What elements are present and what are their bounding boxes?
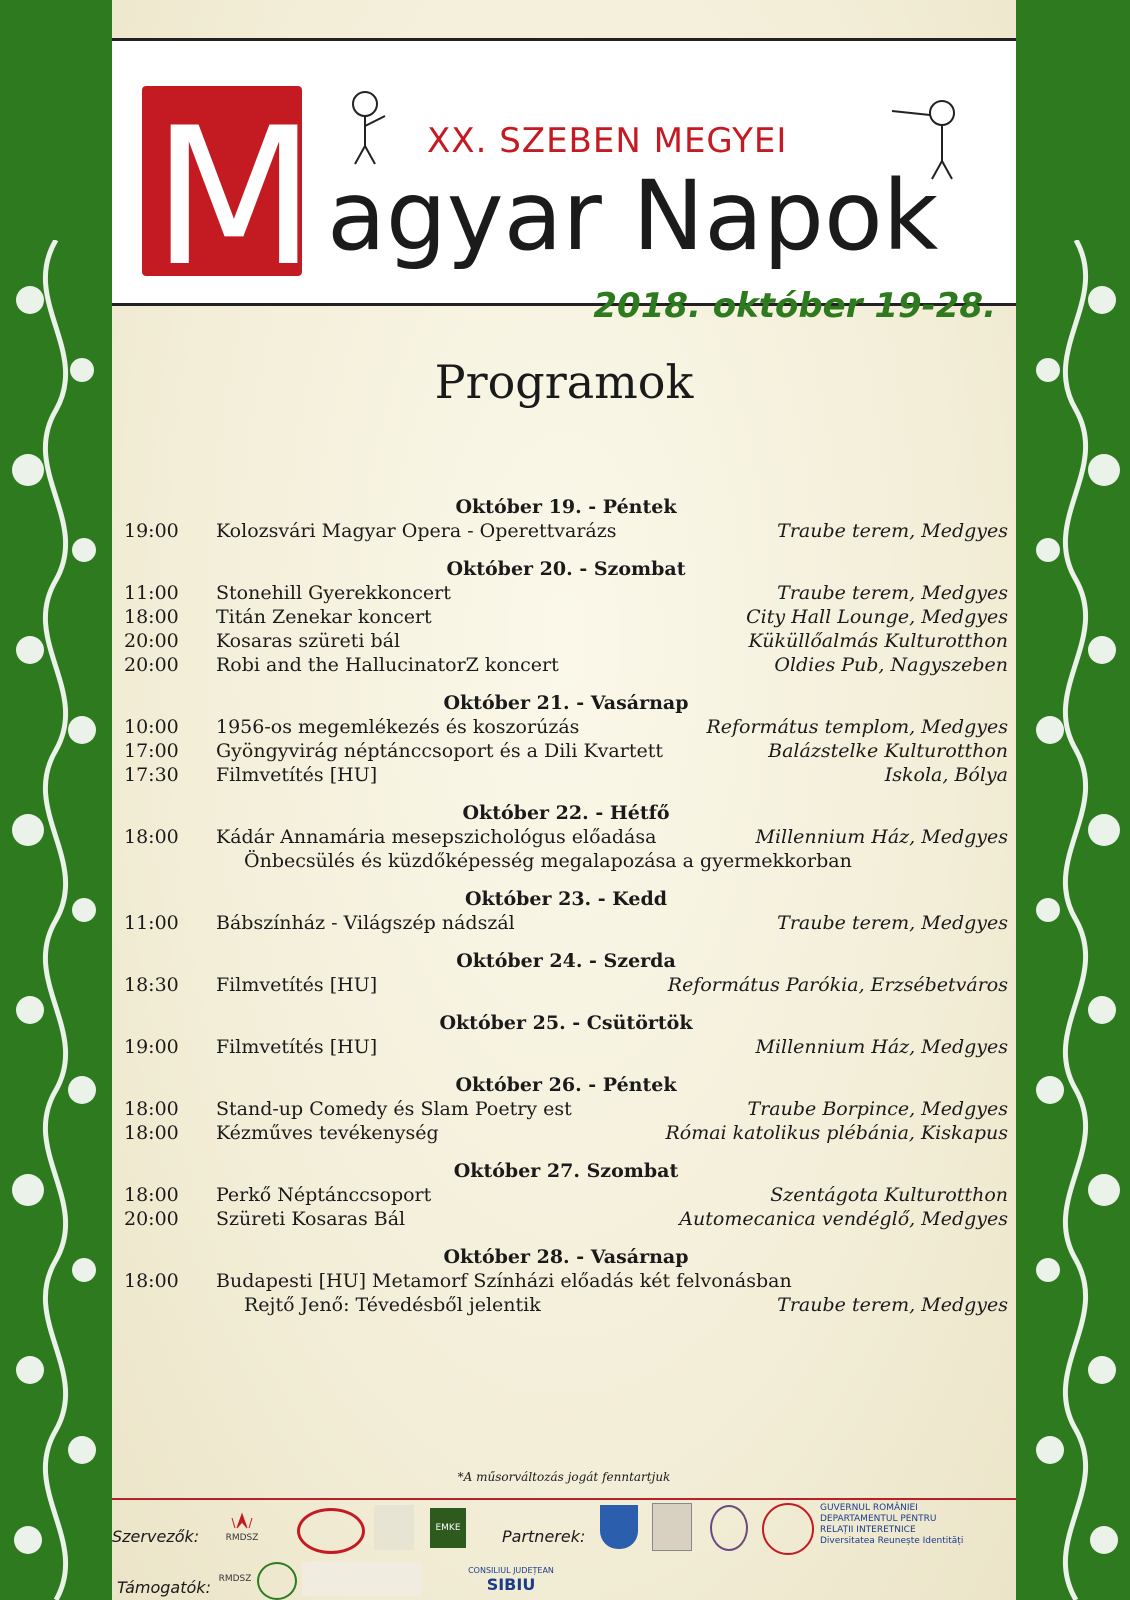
organizers-label: Szervezők: — [112, 1527, 200, 1546]
day-section — [124, 949, 1008, 997]
event-row — [124, 849, 1008, 873]
event-time: 20:00 — [124, 1208, 179, 1230]
event-time: 11:00 — [124, 912, 179, 934]
supporters-label: Támogatók: — [117, 1578, 211, 1597]
day-section — [124, 691, 1008, 787]
event-row — [124, 1035, 1008, 1059]
event-name: Stonehill Gyerekkoncert — [216, 582, 451, 604]
event-venue: Traube terem, Medgyes — [777, 582, 1008, 604]
event-subtitle: XX. SZEBEN MEGYEI — [427, 121, 788, 161]
event-name: Kosaras szüreti bál — [216, 630, 401, 652]
event-venue: Traube Borpince, Medgyes — [747, 1098, 1008, 1120]
event-name: Szüreti Kosaras Bál — [216, 1208, 406, 1230]
sibiu-county-logo — [457, 1562, 565, 1598]
day-heading: Október 21. - Vasárnap — [443, 692, 689, 714]
event-name: Filmvetítés [HU] — [216, 764, 378, 786]
floral-ornament-icon — [1018, 240, 1130, 1600]
event-time: 18:00 — [124, 826, 179, 848]
event-venue: Iskola, Bólya — [884, 764, 1008, 786]
event-name: Titán Zenekar koncert — [216, 606, 432, 628]
floral-ornament-icon — [0, 240, 112, 1600]
day-section — [124, 1159, 1008, 1231]
sibiu-logo-text: SIBIU — [486, 1575, 536, 1594]
event-time: 20:00 — [124, 654, 179, 676]
day-section — [124, 1073, 1008, 1145]
event-time: 18:00 — [124, 606, 179, 628]
event-venue: Küküllőalmás Kulturotthon — [748, 630, 1008, 652]
event-venue: Balázstelke Kulturotthon — [768, 740, 1008, 762]
event-time: 18:30 — [124, 974, 179, 996]
poster-header — [112, 38, 1016, 326]
event-venue: Traube terem, Medgyes — [777, 1294, 1008, 1316]
event-time: 11:00 — [124, 582, 179, 604]
day-heading: Október 24. - Szerda — [456, 950, 676, 972]
event-row — [124, 825, 1008, 849]
hungarian-government-logo — [302, 1562, 422, 1596]
event-venue: Római katolikus plébánia, Kiskapus — [665, 1122, 1008, 1144]
event-row — [124, 739, 1008, 763]
event-name: Rejtő Jenő: Tévedésből jelentik — [244, 1294, 541, 1316]
partner-crest-1-logo — [600, 1505, 638, 1549]
event-row — [124, 1269, 1008, 1293]
day-heading: Október 19. - Péntek — [455, 496, 677, 518]
event-row — [124, 973, 1008, 997]
event-venue: Oldies Pub, Nagyszeben — [774, 654, 1008, 676]
day-section — [124, 557, 1008, 677]
event-name: Gyöngyvirág néptánccsoport és a Dili Kvartett — [216, 740, 663, 762]
day-heading: Október 27. Szombat — [453, 1160, 679, 1182]
partner-seal-logo — [710, 1505, 748, 1551]
page-title: Programok — [434, 355, 694, 409]
rmdsz-small-logo — [217, 1562, 253, 1596]
dri-line-4: Diversitatea Reunește Identități — [820, 1536, 964, 1546]
partners-label: Partnerek: — [502, 1527, 586, 1546]
event-row — [124, 581, 1008, 605]
event-row — [124, 1293, 1008, 1317]
event-row — [124, 1121, 1008, 1145]
event-venue: Millennium Ház, Medgyes — [755, 826, 1008, 848]
poster-paper — [112, 0, 1016, 1600]
event-name: Kádár Annamária mesepszichológus előadása — [216, 826, 657, 848]
event-time: 20:00 — [124, 630, 179, 652]
event-row — [124, 519, 1008, 543]
emke-logo: EMKE — [430, 1508, 466, 1548]
event-name: Kézműves tevékenység — [216, 1122, 439, 1144]
sibiu-consiliul-text: CONSILIUL JUDEȚEAN — [468, 1566, 554, 1575]
event-row — [124, 763, 1008, 787]
day-heading: Október 23. - Kedd — [464, 888, 668, 910]
right-folk-border — [1018, 0, 1130, 1600]
dri-logo — [820, 1503, 970, 1553]
event-row — [124, 1097, 1008, 1121]
event-dates: 2018. október 19-28. — [593, 286, 996, 326]
violinist-figure-icon — [337, 86, 397, 166]
dri-line-3: RELAȚII INTERETNICE — [820, 1525, 916, 1535]
footer-divider — [112, 1498, 1016, 1500]
event-name: Önbecsülés és küzdőképesség megalapozása a gyermekkorban — [244, 850, 852, 872]
event-row — [124, 1183, 1008, 1207]
event-name: Stand-up Comedy és Slam Poetry est — [216, 1098, 572, 1120]
event-time: 10:00 — [124, 716, 179, 738]
communitas-logo — [257, 1562, 297, 1600]
event-title: agyar Napok — [327, 160, 939, 272]
medgyesi-napok-logo — [297, 1508, 365, 1554]
event-name: 1956-os megemlékezés és koszorúzás — [216, 716, 580, 738]
rmdsz-logo — [217, 1505, 267, 1550]
dri-line-1: GUVERNUL ROMÂNIEI — [820, 1503, 918, 1513]
day-section — [124, 1245, 1008, 1317]
event-venue: Traube terem, Medgyes — [777, 912, 1008, 934]
day-section — [124, 801, 1008, 873]
event-row — [124, 653, 1008, 677]
day-section — [124, 495, 1008, 543]
event-venue: Református templom, Medgyes — [706, 716, 1008, 738]
event-row — [124, 605, 1008, 629]
event-time: 19:00 — [124, 1036, 179, 1058]
event-venue: Szentágota Kulturotthon — [770, 1184, 1008, 1206]
footnote: *A műsorváltozás jogát fenntartjuk — [457, 1470, 671, 1484]
rmdsz-small-logo-text: RMDSZ — [218, 1574, 252, 1584]
event-name: Filmvetítés [HU] — [216, 974, 378, 996]
event-row — [124, 911, 1008, 935]
left-folk-border — [0, 0, 112, 1600]
event-time: 18:00 — [124, 1098, 179, 1120]
event-time: 17:00 — [124, 740, 179, 762]
day-heading: Október 20. - Szombat — [446, 558, 686, 580]
day-section — [124, 1011, 1008, 1059]
event-time: 17:30 — [124, 764, 179, 786]
event-venue: Millennium Ház, Medgyes — [755, 1036, 1008, 1058]
event-time: 19:00 — [124, 520, 179, 542]
trumpeter-figure-icon — [882, 91, 972, 181]
day-heading: Október 28. - Vasárnap — [443, 1246, 689, 1268]
event-venue: Református Parókia, Erzsébetváros — [667, 974, 1008, 996]
event-row — [124, 629, 1008, 653]
event-name: Filmvetítés [HU] — [216, 1036, 378, 1058]
tulip-icon — [227, 1512, 257, 1530]
day-heading: Október 26. - Péntek — [455, 1074, 677, 1096]
event-row — [124, 1207, 1008, 1231]
event-venue: City Hall Lounge, Medgyes — [746, 606, 1008, 628]
event-name: Bábszínház - Világszép nádszál — [216, 912, 515, 934]
event-name: Robi and the HallucinatorZ koncert — [216, 654, 559, 676]
event-name: Kolozsvári Magyar Opera - Operettvarázs — [216, 520, 617, 542]
day-section — [124, 887, 1008, 935]
event-venue: Automecanica vendéglő, Medgyes — [679, 1208, 1008, 1230]
event-name: Perkő Néptánccsoport — [216, 1184, 432, 1206]
event-time: 18:00 — [124, 1122, 179, 1144]
event-time: 18:00 — [124, 1270, 179, 1292]
program-schedule — [124, 495, 1008, 1331]
partner-crest-2-logo — [652, 1503, 692, 1551]
partner-circle-logo — [762, 1503, 814, 1555]
primaria-medias-logo — [374, 1505, 414, 1550]
rmdsz-logo-text: RMDSZ — [225, 1533, 259, 1543]
event-row — [124, 715, 1008, 739]
event-time: 18:00 — [124, 1184, 179, 1206]
event-venue: Traube terem, Medgyes — [777, 520, 1008, 542]
event-name: Budapesti [HU] Metamorf Színházi előadás két felvonásban — [216, 1270, 792, 1292]
dri-line-2: DEPARTAMENTUL PENTRU — [820, 1514, 937, 1524]
day-heading: Október 25. - Csütörtök — [439, 1012, 693, 1034]
day-heading: Október 22. - Hétfő — [462, 802, 670, 824]
logo-letter: M — [152, 87, 316, 308]
